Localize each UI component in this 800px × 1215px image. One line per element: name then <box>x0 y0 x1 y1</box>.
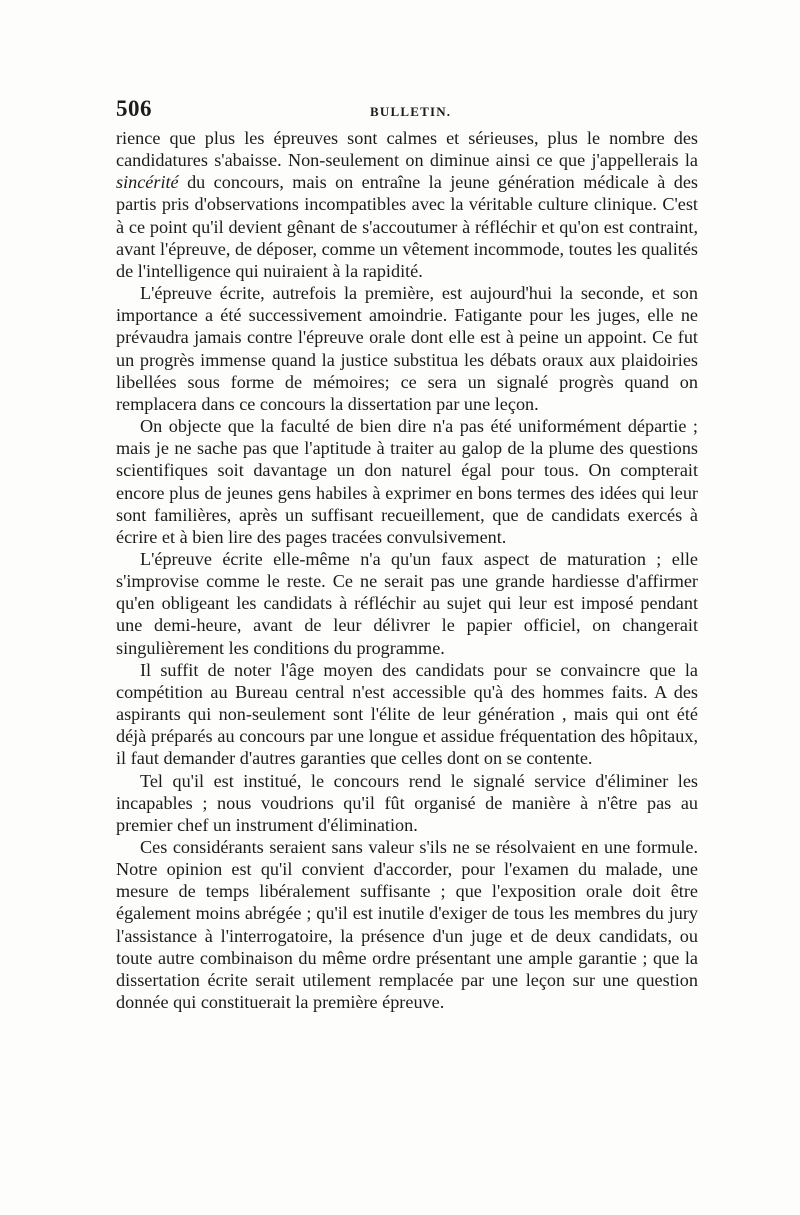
paragraph-3: On objecte que la faculté de bien dire n'a pas été uniformément départie ; mais je ne sache pas que l'aptitude à traiter au galop de la plume des questions scientifiques soit davantage un don naturel égal pour tous. On compterait encore plus de jeunes gens habiles à exprimer en bons termes des idées qui leur sont familières, après un suffisant recueillement, que de candidats exercés à écrire et à bien lire des pages tracées convulsivement. <box>116 416 698 547</box>
body-text <box>116 127 698 1013</box>
paragraph-7: Ces considérants seraient sans valeur s'ils ne se résolvaient en une formule. Notre opinion est qu'il convient d'accorder, pour l'examen du malade, une mesure de temps libéralement suffisante ; que l'exposition orale doit être également moins abrégée ; qu'il est inutile d'exiger de tous les membres du jury l'assistance à l'interrogatoire, la présence d'un juge et de deux candidats, ou toute autre combinaison du même ordre présentant une ample garantie ; que la dissertation écrite serait utilement remplacée par une leçon sur une question donnée qui constituerait la première épreuve. <box>116 837 698 1013</box>
paragraph-1 <box>116 127 698 282</box>
paragraph-5: Il suffit de noter l'âge moyen des candidats pour se convaincre que la compétition au Bureau central n'est accessible qu'à des hommes faits. A des aspirants qui non-seulement sont l'élite de leur génération , mais qui ont été déjà préparés au concours par une longue et assidue fréquentation des hôpitaux, il faut demander d'autres garanties que celles dont on se contente. <box>116 659 698 769</box>
page-header <box>116 96 696 126</box>
running-title: BULLETIN. <box>370 104 452 119</box>
paragraph-1-text-after: du concours, mais on entraîne la jeune génération médicale à des partis pris d'observations incompatibles avec la véritable culture clinique. C'est à ce point qu'il devient gênant de s'accoutumer à réfléchir et qu'on est contraint, avant l'épreuve, de déposer, comme un vêtement incommode, toutes les qualités de l'intelligence qui nuiraient à la rapidité. <box>116 172 698 281</box>
paragraph-1-text-before: rience que plus les épreuves sont calmes et sérieuses, plus le nombre des candidatures s'abaisse. Non-seulement on diminue ainsi ce que j'appellerais la <box>116 128 698 171</box>
paragraph-1-emphasis: sincérité <box>116 172 179 193</box>
page-number: 506 <box>116 96 152 121</box>
paragraph-4: L'épreuve écrite elle-même n'a qu'un faux aspect de maturation ; elle s'improvise comme le reste. Ce ne serait pas une grande hardiesse d'affirmer qu'en obligeant les candidats à réfléchir au sujet qui leur est imposé pendant une demi-heure, avant de leur délivrer le papier officiel, on changerait singulièrement les conditions du programme. <box>116 548 698 658</box>
paragraph-6: Tel qu'il est institué, le concours rend le signalé service d'éliminer les incapables ; nous voudrions qu'il fût organisé de manière à n'être pas au premier chef un instrument d'élimination. <box>116 770 698 835</box>
paragraph-2: L'épreuve écrite, autrefois la première, est aujourd'hui la seconde, et son importance a été successivement amoindrie. Fatigante pour les juges, elle ne prévaudra jamais contre l'épreuve orale dont elle est à peine un appoint. Ce fut un progrès immense quand la justice substitua les débats oraux aux plaidoiries libellées sous forme de mémoires; ce sera un signalé progrès quand on remplacera dans ce concours la dissertation par une leçon. <box>116 283 698 414</box>
